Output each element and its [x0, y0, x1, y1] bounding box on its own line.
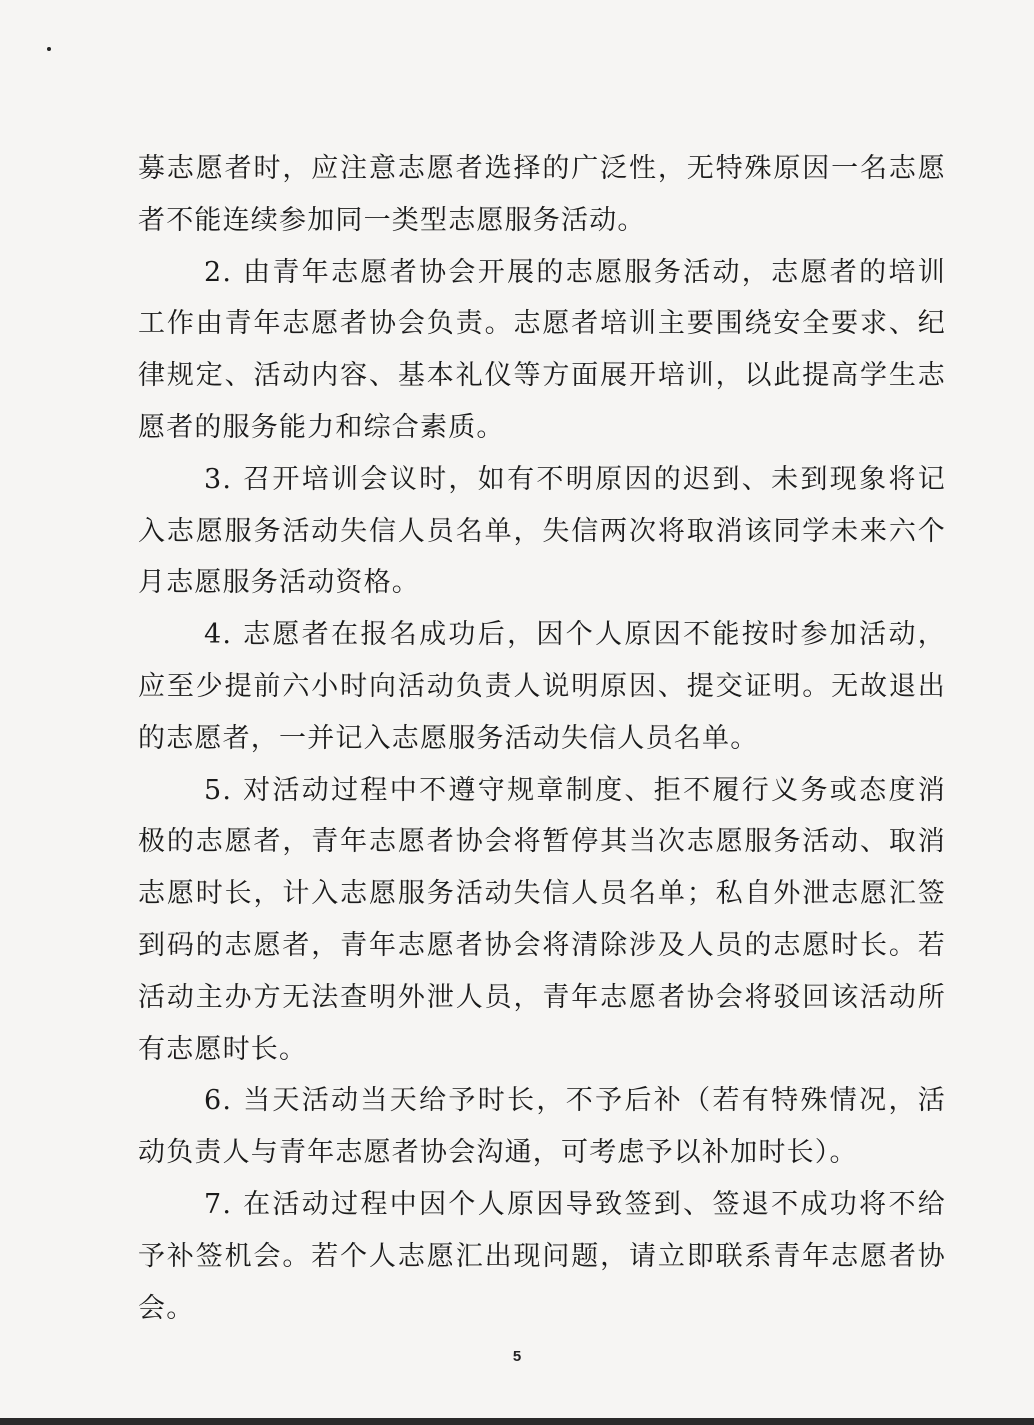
scan-bottom-edge — [0, 1418, 1034, 1425]
paragraph-continuation: 募志愿者时，应注意志愿者选择的广泛性，无特殊原因一名志愿者不能连续参加同一类型志愿服务活动。 — [138, 153, 946, 236]
page-number: 5 — [512, 1348, 522, 1365]
paragraph-item-7: 7. 在活动过程中因个人原因导致签到、签退不成功将不给予补签机会。若个人志愿汇出现问题，请立即联系青年志愿者协会。 — [138, 1188, 946, 1324]
paragraph-item-4: 4. 志愿者在报名成功后，因个人原因不能按时参加活动，应至少提前六小时向活动负责人说明原因、提交证明。无故退出的志愿者，一并记入志愿服务活动失信人员名单。 — [138, 619, 946, 754]
paragraph-item-6: 6. 当天活动当天给予时长，不予后补（若有特殊情况，活动负责人与青年志愿者协会沟通，可考虑予以补加时长）。 — [138, 1085, 946, 1169]
paragraph-item-3: 3. 召开培训会议时，如有不明原因的迟到、未到现象将记入志愿服务活动失信人员名单，失信两次将取消该同学未来六个月志愿服务活动资格。 — [138, 463, 946, 599]
paragraph-item-5: 5. 对活动过程中不遵守规章制度、拒不履行义务或态度消极的志愿者，青年志愿者协会将暂停其当次志愿服务活动、取消志愿时长，计入志愿服务活动失信人员名单；私自外泄志愿汇签到码的志愿者，青年志愿者协会将清除涉及人员的志愿时长。若活动主办方无法查明外泄人员，青年志愿者协会将驳回该活动所有志愿时长。 — [138, 774, 946, 1065]
document-body — [138, 143, 946, 1334]
scan-speck — [47, 47, 51, 51]
paragraph-item-2: 2. 由青年志愿者协会开展的志愿服务活动，志愿者的培训工作由青年志愿者协会负责。志愿者培训主要围绕安全要求、纪律规定、活动内容、基本礼仪等方面展开培训，以此提高学生志愿者的服务能力和综合素质。 — [138, 256, 946, 443]
